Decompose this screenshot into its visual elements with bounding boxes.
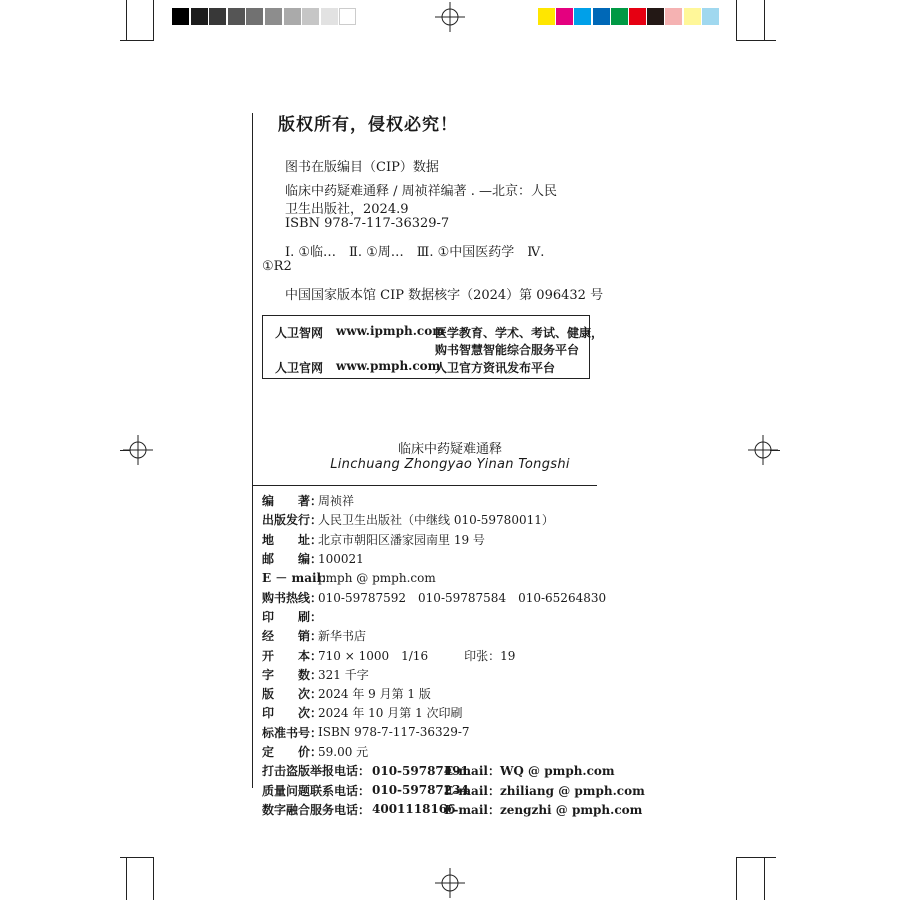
imprint-value: 北京市朝阳区潘家园南里 19 号 — [318, 532, 485, 547]
portal-desc-1: 医学教育、学术、考试、健康， — [435, 326, 604, 340]
color-swatch — [593, 8, 610, 25]
imprint-row — [262, 607, 662, 626]
imprint-row — [262, 549, 662, 568]
color-swatch — [684, 8, 701, 25]
imprint-value: 100021 — [318, 551, 364, 566]
imprint-value: 321 千字 — [318, 667, 369, 682]
portal-url-1[interactable]: www.ipmph.com — [336, 324, 445, 338]
gray-swatch — [246, 8, 263, 25]
imprint-table — [262, 491, 662, 819]
gray-swatch — [265, 8, 282, 25]
imprint-label: 印 次： — [262, 706, 323, 721]
gray-swatch — [209, 8, 226, 25]
imprint-row — [262, 491, 662, 510]
imprint-label: E － mail： — [262, 571, 334, 586]
color-swatch — [538, 8, 555, 25]
imprint-row — [262, 568, 662, 587]
contact-row — [262, 761, 662, 780]
crop-mark — [736, 0, 737, 40]
crop-mark — [736, 40, 776, 41]
portal-desc-2: 人卫官方资讯发布平台 — [435, 361, 556, 375]
imprint-value: 710 × 1000 1/16 印张：19 — [318, 648, 516, 663]
imprint-value: pmph @ pmph.com — [318, 570, 436, 585]
contact-row — [262, 800, 662, 819]
cip-line-1: 临床中药疑难通释 / 周祯祥编著 . —北京：人民 — [285, 184, 558, 199]
imprint-value: 2024 年 9 月第 1 版 — [318, 687, 431, 702]
title-divider — [252, 485, 597, 486]
contact-email[interactable]: E-mail：WQ @ pmph.com — [444, 764, 615, 779]
crop-mark — [736, 857, 776, 858]
imprint-row — [262, 703, 662, 722]
color-swatch — [574, 8, 591, 25]
crop-mark — [126, 0, 127, 40]
imprint-value: ISBN 978-7-117-36329-7 — [318, 725, 470, 740]
color-swatch — [702, 8, 719, 25]
cip-heading: 图书在版编目（CIP）数据 — [285, 160, 439, 175]
imprint-label: 编 著： — [262, 494, 323, 509]
color-swatch — [647, 8, 664, 25]
imprint-row — [262, 530, 662, 549]
imprint-value: 2024 年 10 月第 1 次印刷 — [318, 706, 463, 721]
crop-mark — [120, 40, 154, 41]
crop-mark — [736, 857, 737, 900]
cip-classification-1: Ⅰ. ①临… Ⅱ. ①周… Ⅲ. ①中国医药学 Ⅳ. — [285, 245, 545, 260]
imprint-row — [262, 587, 662, 606]
cip-verification: 中国国家版本馆 CIP 数据核字（2024）第 096432 号 — [285, 288, 604, 303]
gray-swatch — [321, 8, 338, 25]
copyright-notice: 版权所有，侵权必究！ — [278, 115, 458, 135]
imprint-label: 邮 编： — [262, 552, 323, 567]
contact-email[interactable]: E-mail：zhiliang @ pmph.com — [444, 783, 645, 798]
portal-desc-1b: 购书智慧智能综合服务平台 — [435, 343, 580, 357]
imprint-label: 印 刷： — [262, 609, 323, 624]
portal-name-1: 人卫智网 — [275, 326, 324, 340]
imprint-label: 字 数： — [262, 667, 323, 682]
crop-mark — [764, 0, 765, 40]
imprint-row — [262, 742, 662, 761]
imprint-row — [262, 723, 662, 742]
portal-name-2: 人卫官网 — [275, 361, 324, 375]
imprint-value: 010-59787592 010-59787584 010-65264830 — [318, 590, 607, 605]
registration-mark-top — [435, 2, 465, 32]
gray-swatch — [339, 8, 356, 25]
contact-label: 数字融合服务电话： — [262, 802, 371, 817]
imprint-label: 购书热线： — [262, 590, 323, 605]
gray-swatch — [191, 8, 208, 25]
color-swatch — [629, 8, 646, 25]
imprint-value: 59.00 元 — [318, 745, 369, 759]
gray-swatch — [228, 8, 245, 25]
imprint-label: 标准书号： — [262, 725, 323, 740]
imprint-row — [262, 510, 662, 529]
imprint-label: 经 销： — [262, 629, 323, 644]
imprint-row — [262, 665, 662, 684]
crop-mark — [764, 857, 765, 900]
book-title-pinyin: Linchuang Zhongyao Yinan Tongshi — [330, 457, 570, 472]
contact-row — [262, 780, 662, 799]
imprint-label: 定 价： — [262, 745, 323, 759]
contact-email[interactable]: E-mail：zengzhi @ pmph.com — [444, 802, 643, 817]
crop-mark — [120, 857, 154, 858]
gray-swatch — [172, 8, 189, 25]
color-swatch — [611, 8, 628, 25]
cip-isbn: ISBN 978-7-117-36329-7 — [285, 216, 450, 231]
book-title: 临床中药疑难通释 — [397, 442, 502, 457]
imprint-row — [262, 684, 662, 703]
imprint-label: 地 址： — [262, 532, 323, 547]
crop-mark — [153, 0, 154, 40]
imprint-row — [262, 626, 662, 645]
imprint-row — [262, 645, 662, 664]
contact-label: 质量问题联系电话： — [262, 783, 371, 798]
contact-phone: 010-59787234 — [372, 783, 469, 798]
imprint-value: 周祯祥 — [318, 494, 355, 509]
portal-url-2[interactable]: www.pmph.com — [336, 359, 441, 373]
imprint-label: 出版发行： — [262, 513, 323, 528]
contact-phone: 4001118166 — [372, 802, 456, 817]
contact-label: 打击盗版举报电话： — [262, 764, 371, 779]
gray-swatch — [302, 8, 319, 25]
crop-mark — [153, 857, 154, 900]
color-swatch — [556, 8, 573, 25]
cip-line-2: 卫生出版社，2024.9 — [285, 202, 409, 217]
registration-mark-bottom — [435, 868, 465, 898]
crop-mark — [126, 857, 127, 900]
imprint-value: 人民卫生出版社（中继线 010-59780011） — [318, 513, 554, 528]
imprint-label: 开 本： — [262, 648, 323, 663]
portal-box — [262, 315, 604, 379]
imprint-value: 新华书店 — [318, 629, 367, 644]
contact-phone: 010-59787491 — [372, 763, 469, 778]
imprint-label: 版 次： — [262, 687, 323, 702]
cip-classification-2: ①R2 — [262, 259, 292, 274]
color-swatch — [665, 8, 682, 25]
gray-swatch — [284, 8, 301, 25]
